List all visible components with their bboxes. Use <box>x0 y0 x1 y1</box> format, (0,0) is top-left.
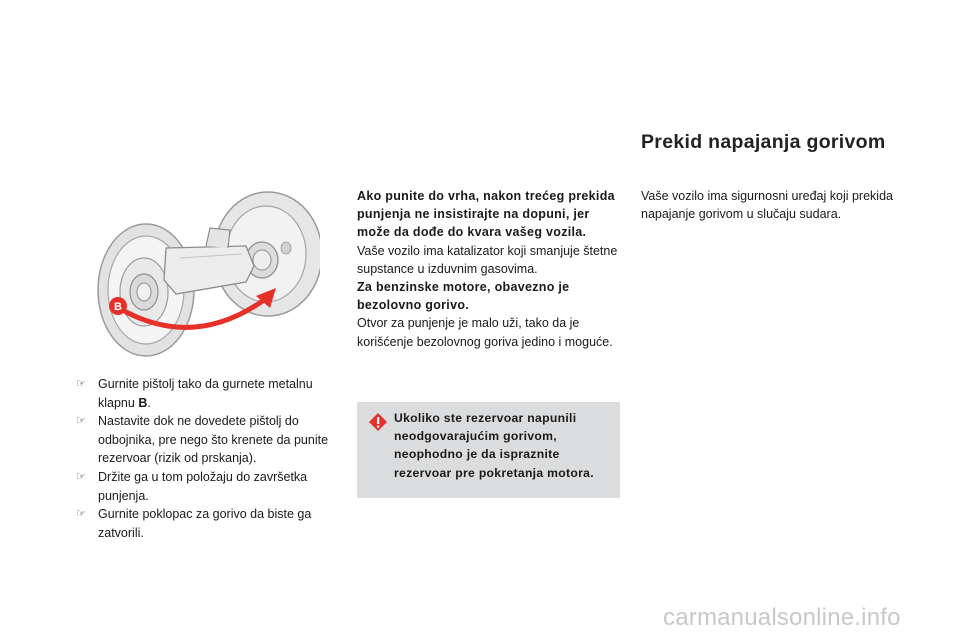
section-title: Prekid napajanja gorivom <box>641 131 886 153</box>
overfill-warning: Ako punite do vrha, nakon trećeg prekida punjenja ne insistirajte na dopuni, jer može da dođe do kvara vašeg vozila. <box>357 189 615 240</box>
watermark: carmanualsonline.info <box>663 604 901 631</box>
filler-size-note: Otvor za punjenje je malo uži, tako da je korišćenje bezolovnog goriva jedino i moguće. <box>357 316 613 349</box>
section-body: Vaše vozilo ima sigurnosni uređaj koji prekida napajanje gorivom u slučaju sudara. <box>641 189 893 222</box>
instruction-item: ☞ Gurnite poklopac za gorivo da biste ga zatvorili. <box>76 507 312 540</box>
hand-pointer-icon: ☞ <box>76 378 86 390</box>
instruction-item: ☞ Nastavite dok ne dovedete pištolj do odbojnika, pre nego što krenete da punite rezervoar (rizik od prskanja). <box>76 414 329 466</box>
wrong-fuel-alert-text: Ukoliko ste rezervoar napunili neodgovarajućim gorivom, neophodno je da ispraznite rezervoar pre pokretanja motora. <box>394 411 594 480</box>
instruction-item: ☞ Držite ga u tom položaju do završetka punjenja. <box>76 469 308 503</box>
unleaded-requirement: Za benzinske motore, obavezno je bezolovno gorivo. <box>357 280 570 313</box>
flap-b-label: B <box>114 301 122 313</box>
hand-pointer-icon: ☞ <box>76 470 86 483</box>
flap-reference: B <box>138 395 148 410</box>
fuel-filler-illustration <box>96 188 320 360</box>
catalyst-note: Vaše vozilo ima katalizator koji smanjuje štetne supstance u izduvnim gasovima. <box>357 243 618 276</box>
exclamation-warning-icon <box>368 412 388 432</box>
fuel-quality-notes <box>357 187 621 351</box>
hand-pointer-icon: ☞ <box>76 415 86 428</box>
instruction-item: ☞ Gurnite pištolj tako da gurnete metalnu klapnu B. <box>76 377 313 410</box>
hand-pointer-icon: ☞ <box>76 508 86 521</box>
wrong-fuel-alert <box>357 402 620 498</box>
refuel-instructions <box>74 375 334 542</box>
